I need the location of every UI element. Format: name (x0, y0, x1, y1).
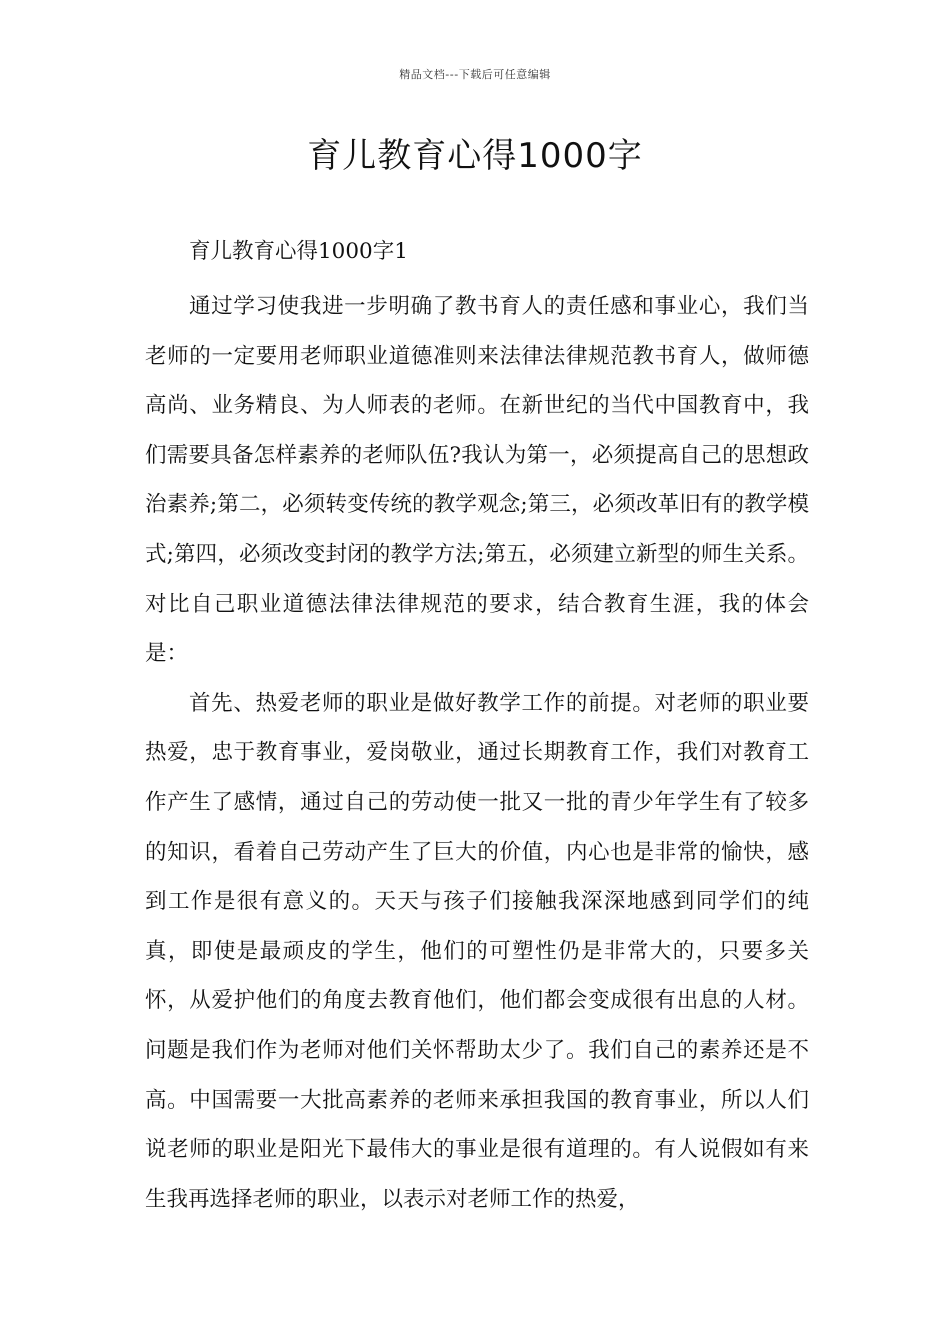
section-heading: 育儿教育心得1000字1 (189, 239, 408, 264)
document-body (145, 232, 809, 1224)
document-title: 育儿教育心得1000字 (307, 136, 643, 176)
page-header-note: 精品文档---下载后可任意编辑 (399, 68, 551, 81)
body-paragraph-2: 首先、热爱老师的职业是做好教学工作的前提。对老师的职业要热爱，忠于教育事业，爱岗敬业，通过长期教育工作，我们对教育工作产生了感情，通过自己的劳动使一批又一批的青少年学生有了较多的知识，看着自己劳动产生了巨大的价值，内心也是非常的愉快，感到工作是很有意义的。天天与孩子们接触我深深地感到同学们的纯真，即使是最顽皮的学生，他们的可塑性仍是非常大的，只要多关怀，从爱护他们的角度去教育他们，他们都会变成很有出息的人材。问题是我们作为老师对他们关怀帮助太少了。我们自己的素养还是不高。中国需要一大批高素养的老师来承担我国的教育事业，所以人们说老师的职业是阳光下最伟大的事业是很有道理的。有人说假如有来生我再选择老师的职业，以表示对老师工作的热爱， (145, 690, 809, 1212)
body-paragraph-1: 通过学习使我进一步明确了教书育人的责任感和事业心，我们当老师的一定要用老师职业道德准则来法律法律规范教书育人，做师德高尚、业务精良、为人师表的老师。在新世纪的当代中国教育中，我们需要具备怎样素养的老师队伍?我认为第一，必须提高自己的思想政治素养;第二，必须转变传统的教学观念;第三，必须改革旧有的教学模式;第四，必须改变封闭的教学方法;第五，必须建立新型的师生关系。对比自己职业道德法律法律规范的要求，结合教育生涯，我的体会是： (145, 294, 809, 667)
